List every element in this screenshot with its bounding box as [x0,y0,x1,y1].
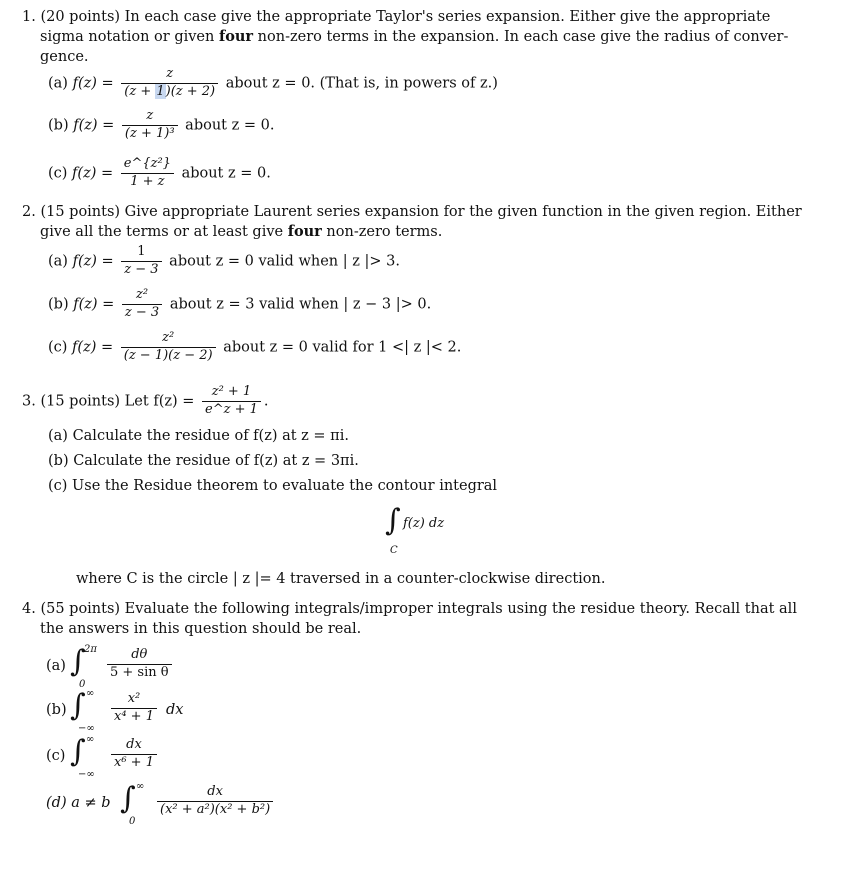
q4-c-lower: −∞ [78,769,95,780]
q4-line1: 4. (55 points) Evaluate the following integrals/improper integrals using the residue theory. Recall that all [22,601,797,617]
q2-a-fx: f(z) = [72,253,114,270]
q2-b-fx: f(z) = [73,296,115,313]
q3-den: e^z + 1 [202,401,261,419]
q3-where: where C is the circle | z |= 4 traversed in a counter-clockwise direction. [76,571,606,587]
q1-a-label: (a) [48,75,68,92]
q4-d-label: (d) a ≠ b [46,795,111,811]
q1-b-tail: about z = 0. [185,117,275,134]
q3-dot: . [263,393,269,410]
q2-part-c [48,330,461,365]
q4-a-num: dθ [131,647,148,662]
q2-line2 [40,223,442,242]
q1-line3: gence. [40,49,89,65]
q2-c-fraction [121,330,216,365]
q4-d-num: dx [207,784,223,799]
q2-c-fx: f(z) = [72,339,114,356]
highlighted-digit[interactable]: 1 [156,83,165,99]
q3-head [22,384,269,419]
q3-head-text: 3. (15 points) Let f(z) = [22,393,195,410]
q1-c-label: (c) [48,165,68,182]
q3-contour-integral [385,503,475,556]
q4-a-den: 5 + sin θ [107,664,172,682]
q4-b-num: x² [127,691,141,706]
q4-part-b [46,687,246,737]
q3-c: (c) Use the Residue theorem to evaluate the contour integral [48,478,498,494]
q4-c-fraction [111,737,157,772]
q2-a-den: z − 3 [121,261,161,279]
q4-a-label: (a) [46,658,66,674]
q2-a-label: (a) [48,253,68,270]
q2-c-den: (z − 1)(z − 2) [121,347,216,365]
q1-b-den: (z + 1)³ [122,125,178,143]
q1-a-den: (z + 1)(z + 2) [121,83,218,101]
q1-b-fx: f(z) = [73,117,115,134]
q1-c-den: 1 + z [121,173,174,191]
q2-a-tail: about z = 0 valid when | z |> 3. [169,253,400,270]
q3-a: (a) Calculate the residue of f(z) at z = πi. [48,428,349,444]
q4-d-upper: ∞ [136,781,145,792]
q2-c-label: (c) [48,339,68,356]
q4-b-upper: ∞ [86,688,95,699]
q2-a-num: 1 [137,244,146,259]
q4-part-c [46,733,246,783]
q1-c-fx: f(z) = [72,165,114,182]
q3-contour-label: C [390,545,398,556]
q2-b-fraction [122,287,162,322]
q1-a-fraction [121,66,218,101]
q4-b-tail: dx [166,702,184,718]
q4-b-label: (b) [46,702,67,718]
q1-line2a: sigma notation or given [40,29,219,45]
q1-b-num: z [146,108,154,123]
q4-c-num: dx [126,737,142,752]
q1-line2c: non-zero terms in the expansion. In each case give the radius of conver- [253,29,789,45]
q3-fraction [202,384,261,419]
q4-part-d [46,780,346,830]
q3-num: z² + 1 [211,384,252,399]
q1-line1: 1. (20 points) In each case give the appropriate Taylor's series expansion. Either give the appropriate [22,9,771,25]
q1-c-fraction [121,156,174,191]
q2-b-tail: about z = 3 valid when | z − 3 |> 0. [169,296,432,313]
q4-c-label: (c) [46,748,66,764]
q4-c-den: x⁶ + 1 [111,754,157,772]
q4-d-lower: 0 [129,816,136,827]
q1-line2b: four [218,28,254,45]
integral-sign: ∫ [385,503,401,538]
q2-b-den: z − 3 [122,304,162,322]
q1-c-num: e^{z²} [123,156,171,171]
integral-sign: ∫ [120,781,136,816]
q1-line2 [40,28,788,47]
q2-line2b: four [287,223,322,240]
q4-c-upper: ∞ [86,734,95,745]
q4-b-fraction [111,691,157,726]
q2-c-tail: about z = 0 valid for 1 <| z |< 2. [223,339,462,356]
q2-b-label: (b) [48,296,69,313]
q4-b-lower: −∞ [78,723,95,734]
q1-a-num: z [166,66,174,81]
q4-line2: the answers in this question should be real. [40,621,362,637]
q3-integrand: f(z) dz [403,516,445,531]
q4-d-den: (x² + a²)(x² + b²) [157,801,273,819]
q2-part-a [48,244,400,279]
q2-a-fraction [121,244,161,279]
integral-sign: ∫ [70,644,86,679]
q2-line2c: non-zero terms. [321,224,443,240]
q2-c-num: z² [162,330,175,345]
q4-b-den: x⁴ + 1 [111,708,157,726]
q2-part-b [48,287,431,322]
integral-sign: ∫ [70,688,86,723]
q4-part-a [46,643,246,693]
q1-part-a [48,66,498,101]
q2-line2a: give all the terms or at least give [40,224,288,240]
q1-c-tail: about z = 0. [181,165,271,182]
integral-sign: ∫ [70,734,86,769]
q1-b-fraction [122,108,178,143]
q1-a-tail: about z = 0. (That is, in powers of z.) [225,75,498,92]
q1-a-fx: f(z) = [72,75,114,92]
q1-part-c [48,156,271,191]
q2-b-num: z² [136,287,149,302]
q4-d-fraction [157,784,273,819]
q1-b-label: (b) [48,117,69,134]
q3-b: (b) Calculate the residue of f(z) at z = 3πi. [48,453,359,469]
q1-part-b [48,108,274,143]
q4-a-lower: 0 [79,679,86,690]
q2-line1: 2. (15 points) Give appropriate Laurent series expansion for the given function in the given region. Either [22,204,802,220]
q4-a-upper: 2π [84,644,97,655]
q4-a-fraction [107,647,172,682]
